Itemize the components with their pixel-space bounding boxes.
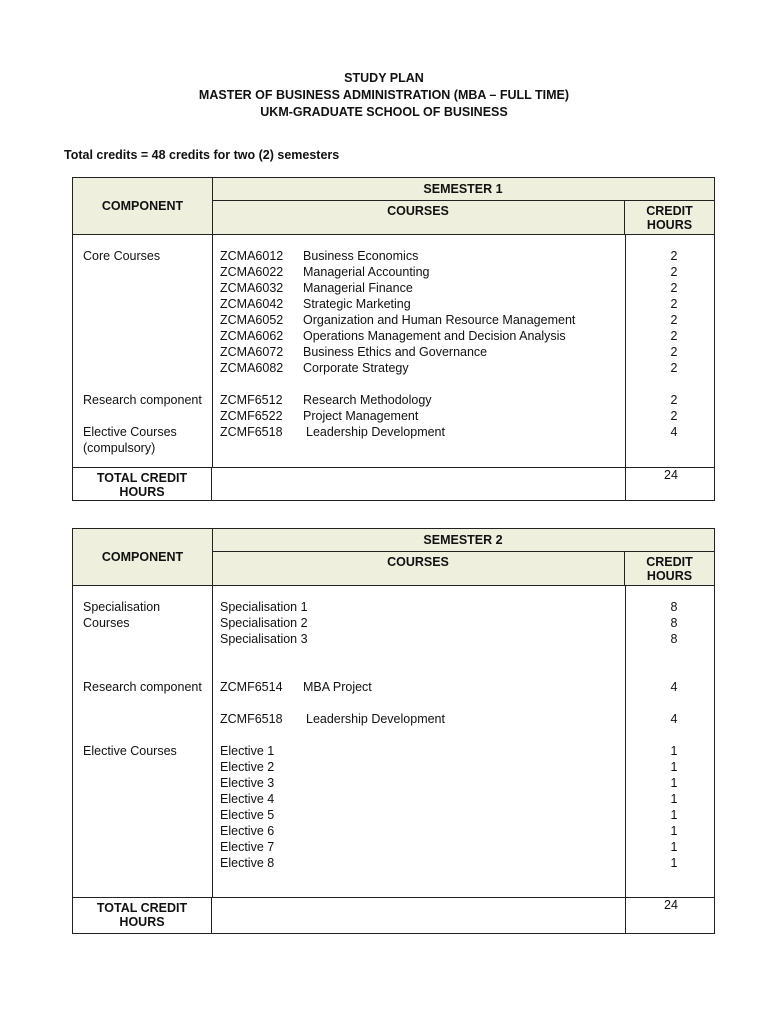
total-empty-cell	[212, 898, 626, 933]
course-name: Specialisation 1	[220, 600, 308, 614]
course-credit-hours: 4	[670, 680, 678, 694]
course-name: Specialisation 2	[220, 616, 308, 630]
course-credit-hours: 2	[670, 281, 678, 295]
course-name: Business Economics	[303, 249, 419, 263]
course-credit-hours: 1	[670, 792, 678, 806]
semester-2-total-row	[73, 898, 714, 933]
course-name: Leadership Development	[306, 712, 445, 726]
course-name: Managerial Finance	[303, 281, 413, 295]
course-credit-hours: 2	[670, 393, 678, 407]
credit-hours-header	[624, 552, 714, 585]
course-name: Operations Management and Decision Analysis	[303, 329, 566, 343]
course-name: Leadership Development	[306, 425, 445, 439]
course-credit-hours: 1	[670, 760, 678, 774]
total-label-line2: HOURS	[119, 915, 165, 929]
component-header: COMPONENT	[73, 178, 213, 234]
course-name: Managerial Accounting	[303, 265, 430, 279]
total-credits-note: Total credits = 48 credits for two (2) semesters	[64, 148, 340, 162]
column-divider	[212, 586, 213, 897]
course-credit-hours: 2	[670, 297, 678, 311]
semester-1-total-row	[73, 468, 714, 500]
semester-1-header	[73, 178, 714, 235]
course-credit-hours: 2	[670, 361, 678, 375]
semester-1-title: SEMESTER 1	[212, 178, 714, 201]
total-credit-hours-label	[73, 898, 212, 933]
course-code: ZCMA6052	[220, 313, 284, 327]
component-label: Courses	[83, 616, 130, 630]
courses-header: COURSES	[387, 204, 449, 218]
course-code: ZCMF6514	[220, 680, 283, 694]
semester-2-total-value: 24	[664, 898, 678, 912]
course-credit-hours: 2	[670, 265, 678, 279]
course-name: Elective 5	[220, 808, 275, 822]
credit-header-line2: HOURS	[646, 218, 693, 232]
credit-header-line2: HOURS	[646, 569, 693, 583]
course-credit-hours: 8	[670, 600, 678, 614]
course-credit-hours: 1	[670, 808, 678, 822]
credit-header-line1: CREDIT	[646, 204, 693, 218]
course-name: Project Management	[303, 409, 419, 423]
component-label: Core Courses	[83, 249, 161, 263]
course-code: ZCMA6062	[220, 329, 284, 343]
course-credit-hours: 8	[670, 632, 678, 646]
component-label: Elective Courses	[83, 744, 177, 758]
course-code: ZCMA6012	[220, 249, 284, 263]
course-credit-hours: 1	[670, 840, 678, 854]
course-credit-hours: 2	[670, 409, 678, 423]
semester-1-body	[73, 235, 714, 468]
component-label: Specialisation	[83, 600, 161, 614]
title-school: UKM-GRADUATE SCHOOL OF BUSINESS	[260, 105, 508, 119]
semester-2-header	[73, 529, 714, 586]
component-header: COMPONENT	[73, 529, 213, 585]
course-credit-hours: 4	[670, 712, 678, 726]
credit-header-line1: CREDIT	[646, 555, 693, 569]
course-name: Strategic Marketing	[303, 297, 411, 311]
course-name: Organization and Human Resource Management	[303, 313, 576, 327]
course-name: Elective 6	[220, 824, 275, 838]
course-code: ZCMA6082	[220, 361, 284, 375]
course-code: ZCMA6022	[220, 265, 284, 279]
course-credit-hours: 1	[670, 744, 678, 758]
course-name: Business Ethics and Governance	[303, 345, 488, 359]
course-name: Elective 3	[220, 776, 275, 790]
course-code: ZCMA6072	[220, 345, 284, 359]
course-code: ZCMA6042	[220, 297, 284, 311]
course-credit-hours: 8	[670, 616, 678, 630]
total-credit-hours-label	[73, 468, 212, 500]
semester-2-table	[72, 528, 715, 934]
component-label: Elective Courses	[83, 425, 177, 439]
course-credit-hours: 1	[670, 856, 678, 870]
course-name: Elective 7	[220, 840, 275, 854]
course-credit-hours: 1	[670, 824, 678, 838]
column-divider	[212, 235, 213, 467]
course-code: ZCMF6518	[220, 712, 283, 726]
course-credit-hours: 2	[670, 329, 678, 343]
course-name: Research Methodology	[303, 393, 432, 407]
course-code: ZCMF6518	[220, 425, 283, 439]
course-code: ZCMF6522	[220, 409, 283, 423]
course-credit-hours: 4	[670, 425, 678, 439]
course-credit-hours: 2	[670, 313, 678, 327]
total-empty-cell	[212, 468, 626, 500]
credit-hours-header	[624, 201, 714, 234]
course-name: Elective 2	[220, 760, 275, 774]
course-name: MBA Project	[303, 680, 372, 694]
course-name: Elective 4	[220, 792, 275, 806]
semester-1-table	[72, 177, 715, 501]
course-code: ZCMF6512	[220, 393, 283, 407]
courses-header: COURSES	[387, 555, 449, 569]
course-credit-hours: 2	[670, 249, 678, 263]
title-program: MASTER OF BUSINESS ADMINISTRATION (MBA – FULL TIME)	[198, 88, 570, 102]
course-name: Elective 1	[220, 744, 275, 758]
total-label-line1: TOTAL CREDIT	[96, 471, 188, 485]
title-study-plan: STUDY PLAN	[344, 71, 424, 85]
course-name: Corporate Strategy	[303, 361, 409, 375]
course-code: ZCMA6032	[220, 281, 284, 295]
total-label-line2: HOURS	[119, 485, 165, 499]
semester-2-body	[73, 586, 714, 898]
semester-1-total-value: 24	[664, 468, 678, 482]
component-label: Research component	[83, 680, 202, 694]
course-name: Specialisation 3	[220, 632, 308, 646]
semester-2-title: SEMESTER 2	[212, 529, 714, 552]
course-name: Elective 8	[220, 856, 275, 870]
document-title-block	[0, 70, 768, 121]
course-credit-hours: 2	[670, 345, 678, 359]
course-credit-hours: 1	[670, 776, 678, 790]
total-label-line1: TOTAL CREDIT	[96, 901, 188, 915]
component-label: (compulsory)	[83, 441, 156, 455]
component-label: Research component	[83, 393, 202, 407]
